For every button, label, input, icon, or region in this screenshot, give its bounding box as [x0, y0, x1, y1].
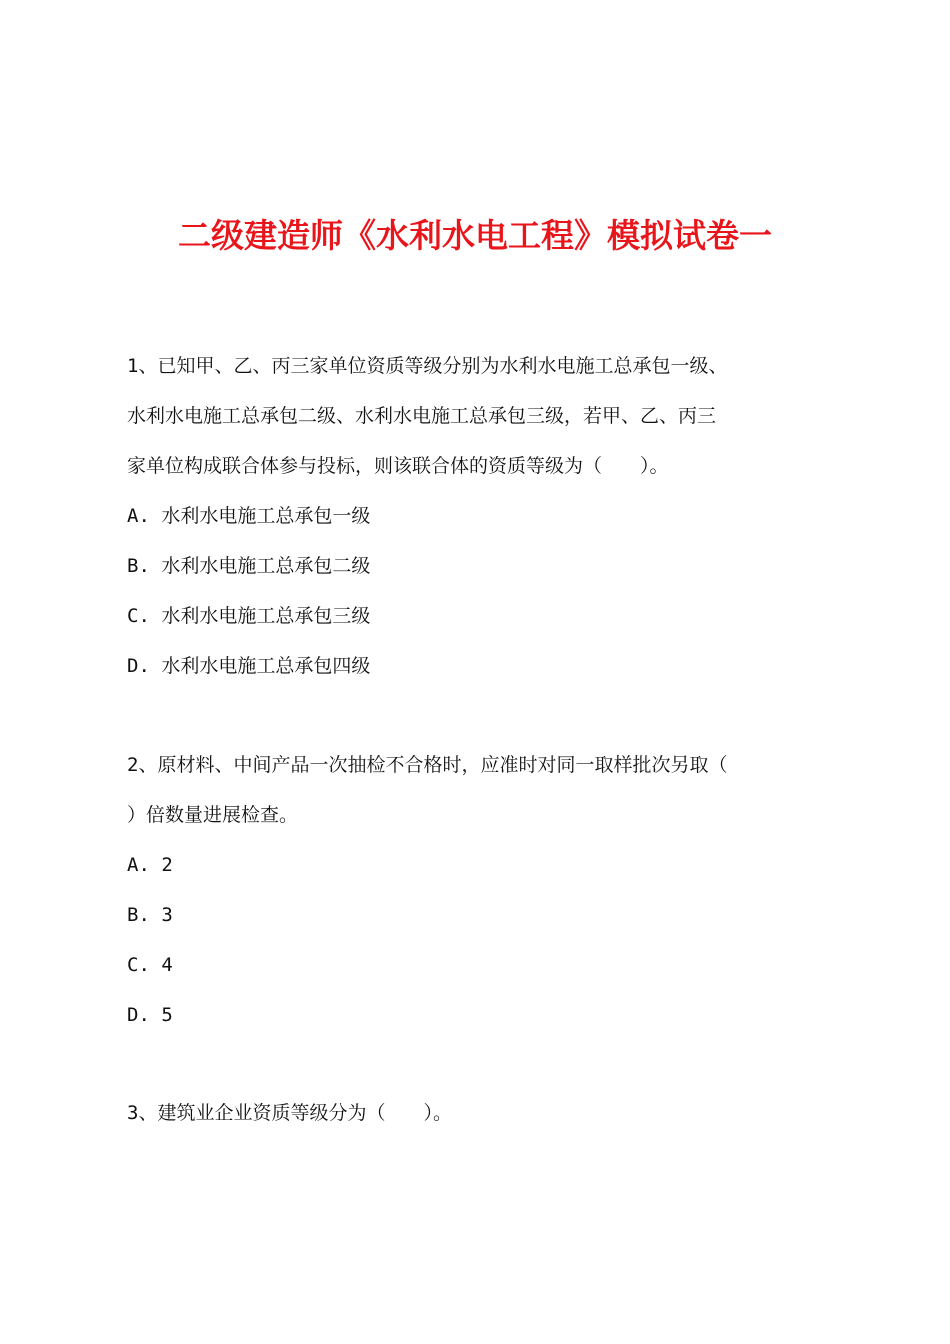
question-1-stem-line-3: 家单位构成联合体参与投标，则该联合体的资质等级为（ ）。 — [127, 455, 669, 477]
question-2-stem-line-1: 2、原材料、中间产品一次抽检不合格时，应准时对同一取样批次另取（ — [127, 754, 728, 776]
question-3-stem-line-1: 3、建筑业企业资质等级分为（ ）。 — [127, 1102, 452, 1124]
question-2-stem-line-2: ）倍数量进展检查。 — [127, 804, 299, 826]
question-1-option-d: D. 水利水电施工总承包四级 — [127, 655, 371, 677]
question-2-option-b: B. 3 — [127, 904, 173, 926]
question-2-option-a: A. 2 — [127, 854, 173, 876]
question-1-option-c: C. 水利水电施工总承包三级 — [127, 605, 371, 627]
question-2-option-d: D. 5 — [127, 1004, 173, 1026]
question-1-option-b: B. 水利水电施工总承包二级 — [127, 555, 371, 577]
question-1-stem-line-2: 水利水电施工总承包二级、水利水电施工总承包三级，若甲、乙、丙三 — [127, 405, 717, 427]
question-2-option-c: C. 4 — [127, 954, 173, 976]
question-1-stem-line-1: 1、已知甲、乙、丙三家单位资质等级分别为水利水电施工总承包一级、 — [127, 355, 728, 377]
document-title: 二级建造师《水利水电工程》模拟试卷一 — [178, 216, 772, 255]
question-1-option-a: A. 水利水电施工总承包一级 — [127, 505, 371, 527]
